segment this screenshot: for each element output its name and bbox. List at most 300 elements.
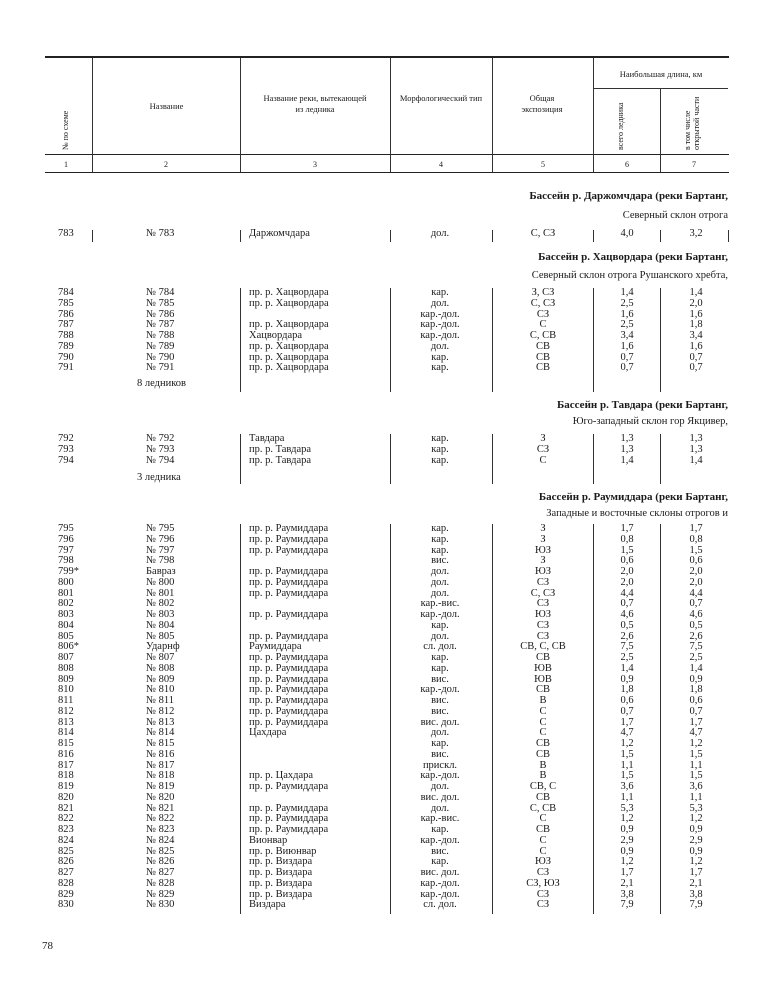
row-exposition: СЗ — [536, 598, 550, 610]
column-tick — [660, 230, 661, 242]
row-exposition: СВ — [535, 738, 550, 749]
row-river: пр. р. Раумиддара — [249, 695, 329, 706]
row-length-open: 0,7 — [689, 362, 703, 374]
row-exposition: СЗ — [536, 619, 550, 631]
row-length-open: 2,0 — [689, 566, 703, 577]
row-exposition: С — [539, 319, 547, 331]
row-length-open: 0,7 — [689, 598, 703, 610]
row-length-total: 2,5 — [620, 319, 634, 331]
row-morph: вис. — [431, 705, 449, 717]
header-col7 — [683, 90, 701, 150]
row-name: № 823 — [146, 824, 175, 835]
row-exposition: С — [539, 716, 547, 728]
header-bottom-rule — [45, 172, 729, 173]
row-exposition: В — [539, 770, 547, 782]
row-length-total: 2,9 — [620, 834, 634, 846]
row-name: № 796 — [146, 533, 175, 545]
row-name: № 820 — [146, 791, 175, 803]
row-number: 820 — [58, 791, 74, 803]
row-river: пр. р. Виздара — [249, 856, 313, 868]
row-length-open: 2,1 — [689, 877, 703, 889]
row-name: № 792 — [146, 433, 175, 444]
row-length-open: 7,5 — [689, 641, 703, 653]
row-length-open: 0,6 — [689, 695, 703, 706]
header-col7-text: в том числе открытой части — [683, 96, 701, 150]
row-length-total: 3,4 — [620, 330, 634, 341]
row-number: 785 — [58, 297, 74, 309]
row-name: № 811 — [146, 695, 175, 706]
section-title: Бассейн р. Хацвордара (реки Бартанг, — [538, 251, 728, 263]
row-river: пр. р. Раумиддара — [249, 705, 329, 717]
row-number: 801 — [58, 587, 74, 599]
row-number: 824 — [58, 834, 74, 846]
row-morph: кар.-дол. — [420, 319, 460, 331]
row-morph: кар. — [431, 443, 449, 455]
row-number: 789 — [58, 340, 74, 352]
row-number: 795 — [58, 523, 74, 534]
row-river: пр. р. Виздара — [249, 877, 313, 889]
row-river: пр. р. Раумиддара — [249, 673, 329, 685]
row-exposition: СВ — [535, 362, 550, 374]
row-morph: кар. — [431, 738, 449, 749]
row-exposition: СЗ — [536, 888, 550, 900]
row-river: пр. р. Раумиддара — [249, 716, 329, 728]
row-river: Раумиддара — [249, 641, 302, 653]
row-exposition: ЮЗ — [534, 566, 552, 577]
column-rule — [390, 288, 391, 392]
row-name: № 802 — [146, 598, 175, 610]
row-morph: вис. — [431, 673, 449, 685]
row-number: 788 — [58, 330, 74, 341]
row-exposition: З, СЗ — [531, 287, 555, 298]
column-tick — [728, 230, 729, 242]
row-river: пр. р. Раумиддара — [249, 802, 329, 814]
row-exposition: СВ — [535, 340, 550, 352]
row-name: № 788 — [146, 330, 175, 341]
row-morph: дол. — [430, 781, 450, 792]
row-length-total: 1,5 — [620, 748, 634, 760]
column-rule — [390, 524, 391, 914]
row-length-open: 2,5 — [689, 652, 703, 663]
row-length-total: 1,2 — [620, 813, 634, 825]
row-river: пр. р. Раумиддара — [249, 587, 329, 599]
row-name: № 814 — [146, 727, 175, 739]
row-exposition: СВ, С, СВ — [520, 641, 566, 653]
row-morph: кар. — [431, 523, 449, 534]
row-name: № 800 — [146, 576, 175, 588]
column-rule — [660, 288, 661, 392]
row-length-total: 7,5 — [620, 641, 634, 653]
header-col3: Название реки, вытекающей из ледника — [263, 93, 367, 114]
row-morph: дол. — [430, 587, 450, 599]
row-river: пр. р. Раумиддара — [249, 824, 329, 835]
row-number: 829 — [58, 888, 74, 900]
row-length-total: 0,9 — [620, 673, 634, 685]
row-name: № 821 — [146, 802, 175, 814]
row-length-open: 1,4 — [689, 662, 703, 674]
row-river: пр. р. Хацвордара — [249, 351, 329, 363]
row-morph: кар.-дол. — [420, 834, 460, 846]
row-name: № 794 — [146, 454, 175, 466]
row-exposition: ЮЗ — [534, 609, 552, 620]
header-number-row-rule — [45, 154, 729, 155]
row-length-total: 3,6 — [620, 781, 634, 792]
row-exposition: СЗ — [536, 576, 550, 588]
row-length-open: 0,9 — [689, 845, 703, 857]
row-length-open: 1,4 — [689, 454, 703, 466]
row-number: 796 — [58, 533, 74, 545]
row-morph: кар. — [431, 362, 449, 374]
row-length-open: 0,5 — [689, 619, 703, 631]
section-glacier-count: 8 ледников — [137, 378, 186, 389]
row-number: 813 — [58, 716, 74, 728]
row-morph: прискл. — [422, 759, 458, 771]
row-length-total: 1,2 — [620, 856, 634, 868]
row-name: № 812 — [146, 705, 175, 717]
row-morph: вис. — [431, 695, 449, 706]
row-length-open: 1,3 — [689, 433, 703, 444]
column-rule — [593, 288, 594, 392]
row-morph: кар.-дол. — [420, 877, 460, 889]
row-length-total: 1,4 — [620, 454, 634, 466]
row-river: пр. р. Раумиддара — [249, 662, 329, 674]
row-length-open: 1,2 — [689, 813, 703, 825]
row-length-total: 2,5 — [620, 297, 634, 309]
row-length-total: 0,7 — [620, 351, 634, 363]
row-exposition: С, СЗ — [530, 297, 556, 309]
row-length-total: 1,3 — [620, 443, 634, 455]
row-morph: кар.-вис. — [420, 813, 460, 825]
row-morph: кар. — [431, 544, 449, 556]
row-length-total: 4,6 — [620, 609, 634, 620]
row-exposition: С, СЗ — [530, 228, 556, 239]
row-name: № 784 — [146, 287, 175, 298]
row-morph: дол. — [430, 228, 450, 239]
row-number: 802 — [58, 598, 74, 610]
header-col5: Общая экспозиция — [521, 93, 563, 114]
row-length-open: 2,0 — [689, 297, 703, 309]
row-name: № 801 — [146, 587, 175, 599]
row-river: пр. р. Раумиддара — [249, 630, 329, 642]
row-exposition: С — [539, 454, 547, 466]
row-number: 800 — [58, 576, 74, 588]
row-length-total: 1,7 — [620, 867, 634, 878]
row-length-total: 2,6 — [620, 630, 634, 642]
column-number: 3 — [313, 160, 317, 169]
row-exposition: В — [539, 695, 547, 706]
row-morph: вис. дол. — [420, 716, 460, 728]
row-name: № 822 — [146, 813, 175, 825]
section-title: Бассейн р. Тавдара (реки Бартанг, — [557, 399, 728, 411]
row-length-total: 5,3 — [620, 802, 634, 814]
row-morph: кар.-дол. — [420, 684, 460, 696]
row-number: 826 — [58, 856, 74, 868]
header-col6 — [616, 90, 625, 150]
row-length-open: 1,8 — [689, 684, 703, 696]
row-length-open: 3,2 — [689, 228, 703, 239]
column-tick — [593, 230, 594, 242]
row-length-open: 3,8 — [689, 888, 703, 900]
row-length-open: 2,6 — [689, 630, 703, 642]
row-exposition: СВ — [535, 652, 550, 663]
row-name: № 824 — [146, 834, 175, 846]
row-morph: кар. — [431, 856, 449, 868]
row-river: пр. р. Виздара — [249, 867, 313, 878]
row-morph: вис. — [431, 845, 449, 857]
row-name: № 793 — [146, 443, 175, 455]
table-top-rule — [45, 56, 729, 58]
row-length-total: 0,7 — [620, 598, 634, 610]
row-exposition: СЗ — [536, 867, 550, 878]
row-river: пр. р. Раумиддара — [249, 533, 329, 545]
row-number: 823 — [58, 824, 74, 835]
row-number: 803 — [58, 609, 74, 620]
row-length-open: 3,4 — [689, 330, 703, 341]
row-number: 810 — [58, 684, 74, 696]
row-exposition: З — [540, 533, 546, 545]
row-number: 819 — [58, 781, 74, 792]
row-exposition: СВ — [535, 684, 550, 696]
row-morph: кар. — [431, 824, 449, 835]
row-river: Даржомчдара — [249, 228, 310, 239]
row-morph: вис. дол. — [420, 791, 460, 803]
header-divider — [492, 58, 493, 172]
row-length-open: 0,7 — [689, 705, 703, 717]
row-length-total: 1,2 — [620, 738, 634, 749]
row-river: пр. р. Раумиддара — [249, 684, 329, 696]
row-name: № 808 — [146, 662, 175, 674]
column-number: 2 — [164, 160, 168, 169]
column-tick — [492, 230, 493, 242]
column-number: 1 — [64, 160, 68, 169]
row-length-open: 0,6 — [689, 555, 703, 567]
column-tick — [240, 230, 241, 242]
row-number: 828 — [58, 877, 74, 889]
column-number: 4 — [439, 160, 443, 169]
row-name: № 787 — [146, 319, 175, 331]
row-river: Виздара — [249, 899, 286, 911]
row-morph: дол. — [430, 802, 450, 814]
row-length-open: 1,5 — [689, 770, 703, 782]
row-river: пр. р. Раумиддара — [249, 523, 329, 534]
row-length-open: 1,5 — [689, 544, 703, 556]
row-exposition: СЗ — [536, 443, 550, 455]
row-morph: кар. — [431, 454, 449, 466]
section-subtitle: Северный склон отрога — [622, 210, 728, 221]
row-number: 811 — [58, 695, 74, 706]
row-exposition: ЮЗ — [534, 856, 552, 868]
row-morph: дол. — [430, 576, 450, 588]
row-exposition: СВ — [535, 351, 550, 363]
row-river: пр. р. Хацвордара — [249, 362, 329, 374]
row-exposition: З — [540, 523, 546, 534]
row-length-open: 4,6 — [689, 609, 703, 620]
row-number: 818 — [58, 770, 74, 782]
row-river: Вионвар — [249, 834, 288, 846]
row-number: 786 — [58, 308, 74, 320]
row-name: № 804 — [146, 619, 175, 631]
row-exposition: С — [539, 727, 547, 739]
row-name: № 817 — [146, 759, 175, 771]
row-length-open: 1,7 — [689, 716, 703, 728]
row-name: № 785 — [146, 297, 175, 309]
row-river: пр. р. Раумиддара — [249, 609, 329, 620]
row-length-total: 1,6 — [620, 308, 634, 320]
row-length-open: 2,0 — [689, 576, 703, 588]
row-river: пр. р. Виздара — [249, 888, 313, 900]
row-morph: кар.-вис. — [420, 598, 460, 610]
row-length-total: 1,8 — [620, 684, 634, 696]
row-name: № 825 — [146, 845, 175, 857]
column-rule — [390, 434, 391, 484]
row-length-total: 2,1 — [620, 877, 634, 889]
header-divider — [390, 58, 391, 172]
row-number: 807 — [58, 652, 74, 663]
row-number: 798 — [58, 555, 74, 567]
header-divider — [240, 58, 241, 172]
column-rule — [660, 524, 661, 914]
row-river: пр. р. Цахдара — [249, 770, 314, 782]
section-title: Бассейн р. Раумиддара (реки Бартанг, — [538, 491, 728, 503]
row-length-open: 3,6 — [689, 781, 703, 792]
column-number: 6 — [625, 160, 629, 169]
row-name: Бавраз — [146, 566, 176, 577]
row-river: пр. р. Раумиддара — [249, 566, 329, 577]
row-length-total: 1,7 — [620, 523, 634, 534]
row-length-open: 0,9 — [689, 673, 703, 685]
column-rule — [492, 434, 493, 484]
row-exposition: С, СВ — [529, 330, 557, 341]
row-length-total: 2,0 — [620, 576, 634, 588]
row-name: № 807 — [146, 652, 175, 663]
row-name: № 809 — [146, 673, 175, 685]
row-length-open: 1,5 — [689, 748, 703, 760]
row-morph: вис. — [431, 748, 449, 760]
row-name: № 816 — [146, 748, 175, 760]
row-morph: кар. — [431, 619, 449, 631]
row-river: Тавдара — [249, 433, 285, 444]
row-number: 783 — [58, 228, 74, 239]
row-morph: дол. — [430, 727, 450, 739]
row-river: пр. р. Раумиддара — [249, 544, 329, 556]
row-river: пр. р. Хацвордара — [249, 319, 329, 331]
row-name: № 828 — [146, 877, 175, 889]
row-exposition: СВ — [535, 824, 550, 835]
row-length-open: 1,2 — [689, 738, 703, 749]
row-number: 815 — [58, 738, 74, 749]
row-number: 817 — [58, 759, 74, 771]
row-length-total: 4,0 — [620, 228, 634, 239]
section-glacier-count: 3 ледника — [137, 472, 181, 483]
row-length-total: 1,4 — [620, 662, 634, 674]
row-river: Хацвордара — [249, 330, 303, 341]
row-exposition: С — [539, 705, 547, 717]
column-rule — [240, 288, 241, 392]
column-rule — [492, 288, 493, 392]
row-number: 827 — [58, 867, 74, 878]
header-col1: № по схеме — [61, 110, 70, 150]
row-name: № 818 — [146, 770, 175, 782]
row-number: 793 — [58, 443, 74, 455]
row-morph: кар.-дол. — [420, 888, 460, 900]
column-rule — [593, 434, 594, 484]
column-rule — [492, 524, 493, 914]
row-length-total: 2,0 — [620, 566, 634, 577]
row-morph: вис. — [431, 555, 449, 567]
row-length-open: 1,8 — [689, 319, 703, 331]
row-exposition: ЮВ — [534, 662, 552, 674]
row-river: пр. р. Хацвордара — [249, 287, 329, 298]
row-river: пр. р. Раумиддара — [249, 652, 329, 663]
column-rule — [240, 434, 241, 484]
row-number: 812 — [58, 705, 74, 717]
row-name: № 795 — [146, 523, 175, 534]
row-name: № 813 — [146, 716, 175, 728]
row-length-open: 1,2 — [689, 856, 703, 868]
row-number: 816 — [58, 748, 74, 760]
column-rule — [593, 524, 594, 914]
row-length-open: 2,9 — [689, 834, 703, 846]
row-name: № 810 — [146, 684, 175, 696]
row-length-total: 1,1 — [620, 791, 634, 803]
row-number: 792 — [58, 433, 74, 444]
row-name: № 798 — [146, 555, 175, 567]
row-name: № 783 — [146, 228, 175, 239]
row-length-open: 1,7 — [689, 867, 703, 878]
row-length-open: 1,1 — [689, 791, 703, 803]
section-subtitle: Западные и восточные склоны отрогов и — [546, 508, 728, 519]
row-length-open: 1,7 — [689, 523, 703, 534]
row-exposition: С, СЗ — [530, 587, 556, 599]
row-length-open: 4,4 — [689, 587, 703, 599]
row-river: пр. р. Раумиддара — [249, 576, 329, 588]
row-morph: сл. дол. — [423, 641, 457, 653]
column-rule — [660, 434, 661, 484]
row-exposition: СЗ — [536, 630, 550, 642]
row-number: 787 — [58, 319, 74, 331]
row-length-open: 0,9 — [689, 824, 703, 835]
row-exposition: С — [539, 845, 547, 857]
row-name: № 830 — [146, 899, 175, 911]
row-exposition: З — [540, 555, 546, 567]
row-number: 830 — [58, 899, 74, 911]
row-exposition: СЗ — [536, 899, 550, 911]
column-number: 5 — [541, 160, 545, 169]
row-river: пр. р. Виюнвар — [249, 845, 317, 857]
row-name: № 797 — [146, 544, 175, 556]
row-morph: кар. — [431, 351, 449, 363]
header-length-group: Наибольшая длина, км — [619, 69, 703, 79]
row-length-open: 1,6 — [689, 308, 703, 320]
row-length-open: 1,1 — [689, 759, 703, 771]
row-length-total: 0,7 — [620, 705, 634, 717]
row-number: 791 — [58, 362, 74, 374]
header-divider — [660, 88, 661, 172]
row-length-total: 1,5 — [620, 770, 634, 782]
row-name: № 815 — [146, 738, 175, 749]
row-number: 797 — [58, 544, 74, 556]
row-length-open: 0,8 — [689, 533, 703, 545]
row-morph: сл. дол. — [423, 899, 457, 911]
row-morph: дол. — [430, 630, 450, 642]
row-length-open: 4,7 — [689, 727, 703, 739]
row-number: 799* — [58, 566, 79, 577]
row-name: № 819 — [146, 781, 175, 792]
row-number: 804 — [58, 619, 74, 631]
row-exposition: ЮВ — [534, 673, 552, 685]
row-morph: дол. — [430, 340, 450, 352]
header-col2: Название — [149, 101, 184, 111]
